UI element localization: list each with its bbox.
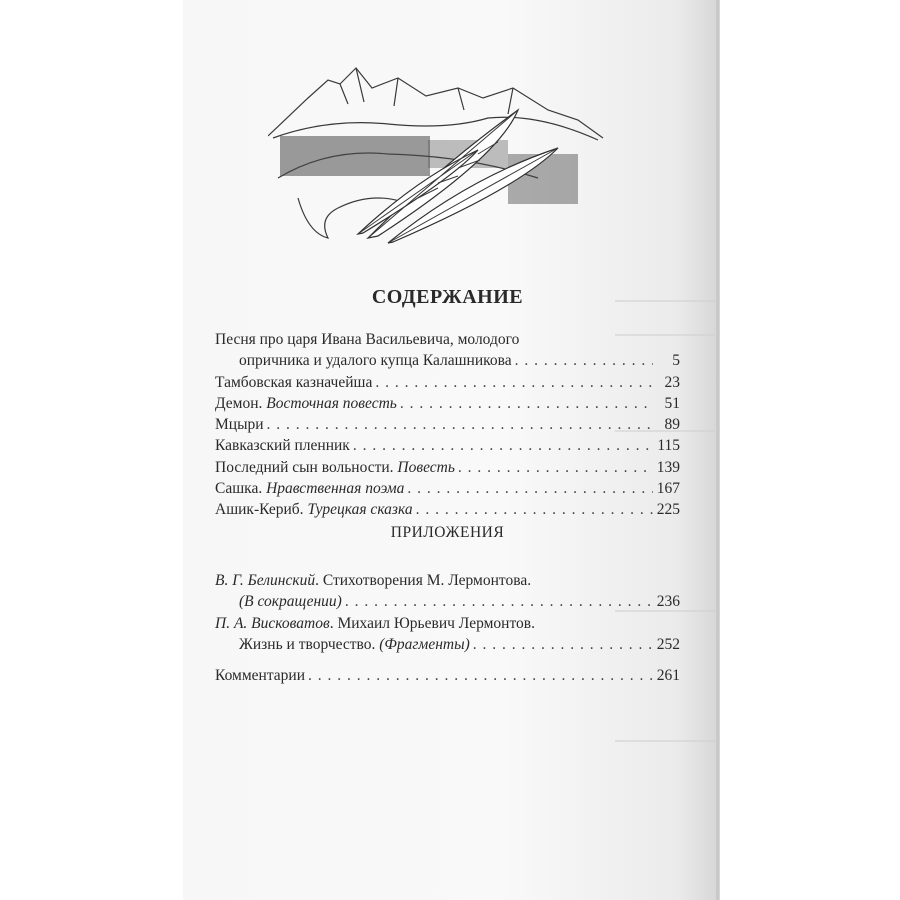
- dot-leader: [353, 435, 653, 456]
- toc-entry-title: Кавказский пленник: [215, 437, 350, 455]
- appendix-heading: ПРИЛОЖЕНИЯ: [390, 524, 505, 541]
- toc-entry-title: Ашик-Кериб. Турецкая сказка: [215, 501, 413, 519]
- toc-entry-title: Мцыри: [215, 416, 264, 434]
- toc-page-number: 5: [672, 352, 680, 370]
- toc-entry[interactable]: [215, 435, 680, 456]
- toc-entry-title: Демон. Восточная повесть: [215, 394, 397, 412]
- toc-page-number: 225: [656, 501, 680, 519]
- toc-entry[interactable]: [215, 478, 680, 499]
- appendix-author: П. А. Висковатов: [215, 614, 330, 632]
- dot-leader: [267, 414, 653, 435]
- toc-entry-title: Последний сын вольности. Повесть: [215, 458, 455, 476]
- mountain-vignette-illustration: [268, 58, 608, 248]
- page-title: СОДЕРЖАНИЕ: [371, 286, 524, 308]
- toc-entry[interactable]: [215, 350, 680, 371]
- comments-label: Комментарии: [215, 667, 305, 684]
- comments-section: [215, 665, 680, 686]
- toc-entry-title: Сашка. Нравственная поэма: [215, 480, 405, 498]
- dot-leader: [400, 393, 653, 414]
- appendix-entry[interactable]: [215, 591, 680, 612]
- dot-leader: [407, 478, 653, 499]
- toc-page-number: 23: [664, 373, 680, 391]
- toc-entry-title: Тамбовская казначейша: [215, 373, 373, 391]
- toc-entry[interactable]: [215, 414, 680, 435]
- toc-page-number: 115: [657, 437, 680, 455]
- toc-entry[interactable]: [215, 372, 680, 393]
- appendix-entry[interactable]: [215, 634, 680, 655]
- dot-leader: [345, 591, 653, 612]
- appendix-list: [215, 570, 680, 655]
- table-of-contents: [215, 329, 680, 521]
- dot-leader: [458, 457, 653, 478]
- comments-page-number: 261: [656, 667, 680, 684]
- toc-entry[interactable]: [215, 499, 680, 520]
- dot-leader: [515, 350, 653, 371]
- appendix-entry-line: П. А. Висковатов. Михаил Юрьевич Лермонтов.: [215, 614, 535, 632]
- appendix-entry-title: (В сокращении): [239, 593, 342, 611]
- appendix-author: В. Г. Белинский: [215, 572, 316, 589]
- comments-entry[interactable]: [215, 665, 680, 686]
- toc-entry[interactable]: [215, 393, 680, 414]
- toc-entry-title: опричника и удалого купца Калашникова: [239, 352, 512, 370]
- dot-leader: [416, 499, 653, 520]
- appendix-entry-line: В. Г. Белинский. Стихотворения М. Лермонтова.: [215, 572, 532, 589]
- toc-page-number: 51: [664, 394, 680, 412]
- toc-entry-line: Песня про царя Ивана Васильевича, молодого: [215, 331, 520, 348]
- toc-page-number: 89: [664, 416, 680, 434]
- dot-leader: [473, 634, 653, 655]
- appendix-page-number: 252: [656, 635, 680, 653]
- page-edge: [716, 0, 719, 900]
- toc-entry[interactable]: [215, 457, 680, 478]
- bleed-through-line: [615, 740, 715, 742]
- dot-leader: [375, 372, 653, 393]
- toc-page-number: 167: [656, 480, 680, 498]
- dot-leader: [308, 665, 653, 686]
- appendix-page-number: 236: [656, 593, 680, 611]
- appendix-entry-title: Жизнь и творчество. (Фрагменты): [239, 635, 470, 653]
- toc-page-number: 139: [656, 458, 680, 476]
